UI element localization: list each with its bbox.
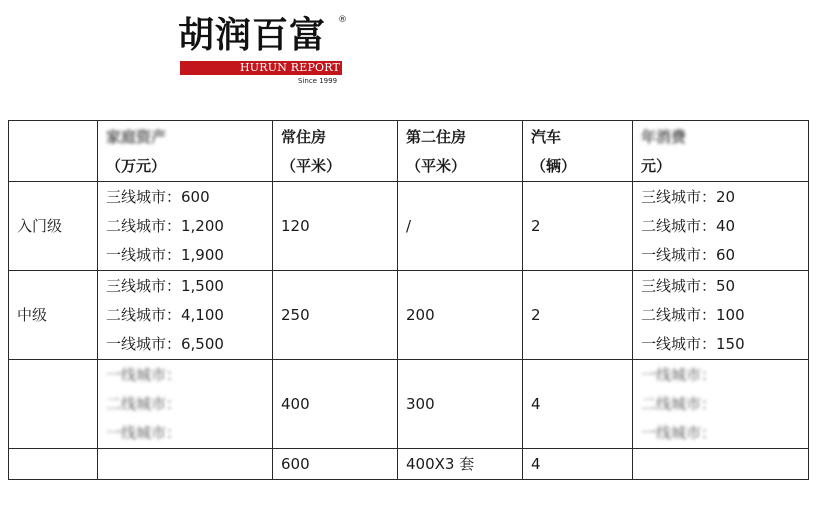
table-row bbox=[9, 182, 809, 271]
assets-cell bbox=[98, 271, 273, 360]
header-second-home-line-2: （平米） bbox=[406, 157, 467, 175]
second-home-cell: / bbox=[398, 182, 523, 271]
assets-line-blurred: 一线城市： bbox=[106, 365, 182, 384]
header-cars-line-2: （辆） bbox=[531, 157, 577, 175]
assets-line: 三线城市：600 bbox=[106, 187, 210, 206]
assets-cell bbox=[98, 449, 273, 480]
spending-line: 一线城市：60 bbox=[641, 245, 736, 264]
tier-cell bbox=[9, 449, 98, 480]
cars-cell: 4 bbox=[523, 449, 633, 480]
second-home-cell: 400X3 套 bbox=[398, 449, 523, 480]
header-home-line-1: 常住房 bbox=[281, 128, 327, 146]
assets-line: 二线城市：4,100 bbox=[106, 305, 224, 324]
assets-line: 一线城市：6,500 bbox=[106, 334, 224, 353]
second-home-cell: 300 bbox=[398, 360, 523, 449]
spending-line-blurred: 一线城市： bbox=[641, 423, 717, 442]
header-assets-line-1: 家庭资产 bbox=[106, 128, 167, 146]
spending-line-blurred: 一线城市： bbox=[641, 365, 717, 384]
spending-cell bbox=[633, 182, 809, 271]
home-cell: 600 bbox=[273, 449, 398, 480]
header-cell-assets bbox=[98, 121, 273, 182]
header-spending-line-1: 年消费 bbox=[641, 128, 687, 146]
table-row bbox=[9, 271, 809, 360]
home-cell: 400 bbox=[273, 360, 398, 449]
spending-cell bbox=[633, 449, 809, 480]
logo-since-text: Since 1999 bbox=[298, 77, 338, 85]
header-cell-cars bbox=[523, 121, 633, 182]
assets-line-blurred: 二线城市： bbox=[106, 394, 182, 413]
registered-mark: ® bbox=[338, 15, 347, 25]
cars-cell: 2 bbox=[523, 182, 633, 271]
tier-cell: 中级 bbox=[9, 271, 98, 360]
home-cell: 120 bbox=[273, 182, 398, 271]
table-row bbox=[9, 449, 809, 480]
assets-cell bbox=[98, 182, 273, 271]
assets-cell bbox=[98, 360, 273, 449]
spending-cell bbox=[633, 271, 809, 360]
second-home-cell: 200 bbox=[398, 271, 523, 360]
tier-cell bbox=[9, 360, 98, 449]
spending-line: 三线城市：50 bbox=[641, 276, 736, 295]
assets-line: 二线城市：1,200 bbox=[106, 216, 224, 235]
header-assets-line-2: （万元） bbox=[106, 157, 167, 175]
header-home-line-2: （平米） bbox=[281, 157, 342, 175]
logo-chinese-wordmark: 胡润百富 bbox=[178, 15, 327, 56]
header-cell-spending bbox=[633, 121, 809, 182]
cars-cell: 4 bbox=[523, 360, 633, 449]
header-cell-home bbox=[273, 121, 398, 182]
header-cell-second-home bbox=[398, 121, 523, 182]
spending-line: 三线城市：20 bbox=[641, 187, 736, 206]
assets-line-blurred: 一线城市： bbox=[106, 423, 182, 442]
assets-line: 三线城市：1,500 bbox=[106, 276, 224, 295]
tier-cell: 入门级 bbox=[9, 182, 98, 271]
header-second-home-line-1: 第二住房 bbox=[406, 128, 467, 146]
spending-line: 二线城市：100 bbox=[641, 305, 745, 324]
assets-line: 一线城市：1,900 bbox=[106, 245, 224, 264]
header-cars-line-1: 汽车 bbox=[531, 128, 562, 146]
header-cell-tier bbox=[9, 121, 98, 182]
table-header-row bbox=[9, 121, 809, 182]
home-cell: 250 bbox=[273, 271, 398, 360]
spending-line: 二线城市：40 bbox=[641, 216, 736, 235]
header-spending-line-2: 元） bbox=[641, 157, 672, 175]
spending-cell bbox=[633, 360, 809, 449]
cars-cell: 2 bbox=[523, 271, 633, 360]
table-row bbox=[9, 360, 809, 449]
wealth-tier-table bbox=[8, 120, 809, 480]
spending-line-blurred: 二线城市： bbox=[641, 394, 717, 413]
logo-english-wordmark: HURUN REPORT bbox=[240, 61, 341, 74]
hurun-logo bbox=[178, 14, 348, 88]
spending-line: 一线城市：150 bbox=[641, 334, 745, 353]
